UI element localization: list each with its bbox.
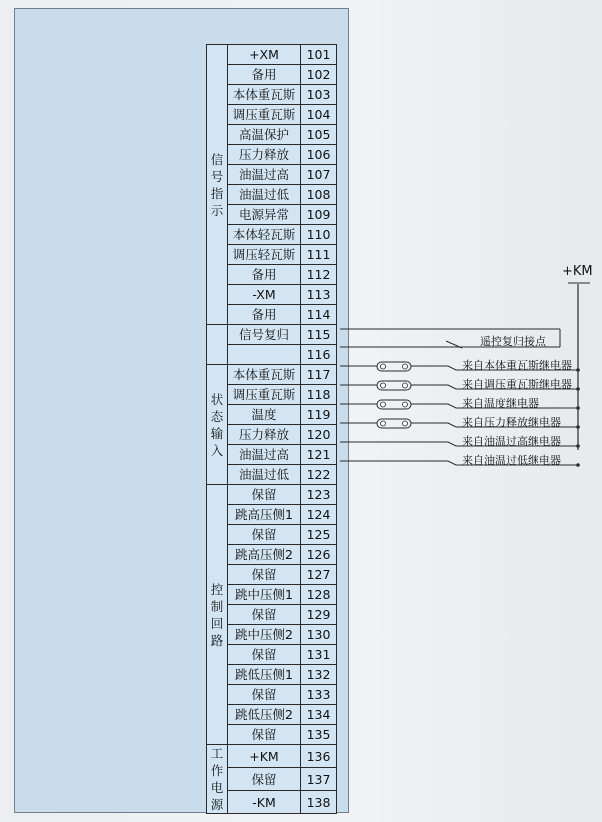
terminal-number: 117 [301,365,337,385]
terminal-number: 134 [301,705,337,725]
terminal-label: +XM [228,45,301,65]
terminal-number: 138 [301,791,337,814]
junction-dot [576,368,580,372]
terminal-number: 127 [301,565,337,585]
terminal-number: 122 [301,465,337,485]
junction-dot [576,406,580,410]
terminal-label: 信号复归 [228,325,301,345]
terminal-label: 保留 [228,645,301,665]
terminal-label: 油温过高 [228,165,301,185]
terminal-number: 131 [301,645,337,665]
group-label: 信 号 指 示 [207,45,228,325]
terminal-label: 保留 [228,565,301,585]
terminal-label: 调压轻瓦斯 [228,245,301,265]
junction-dot [576,463,580,467]
group-label: 状 态 输 入 [207,365,228,485]
terminal-label: -KM [228,791,301,814]
relay-label: 来自压力释放继电器 [462,416,561,429]
terminal-number: 102 [301,65,337,85]
terminal-number: 108 [301,185,337,205]
terminal-label: 备用 [228,305,301,325]
terminal-label: 保留 [228,685,301,705]
terminal-number: 106 [301,145,337,165]
terminal-number: 109 [301,205,337,225]
terminal-number: 123 [301,485,337,505]
terminal-number: 115 [301,325,337,345]
terminal-number: 119 [301,405,337,425]
terminal-label: 跳中压侧1 [228,585,301,605]
terminal-label: 油温过低 [228,465,301,485]
junction-dot [576,444,580,448]
relay-label: 来自温度继电器 [462,397,539,410]
terminal-label: 保留 [228,768,301,791]
km-label: +KM [562,264,593,279]
terminal-number: 130 [301,625,337,645]
junction-dot [576,425,580,429]
terminal-number: 105 [301,125,337,145]
terminal-number: 129 [301,605,337,625]
relay-label: 来自本体重瓦斯继电器 [462,359,572,372]
terminal-label: 压力释放 [228,145,301,165]
terminal-label: 电源异常 [228,205,301,225]
relay-label: 来自油温过低继电器 [462,454,561,467]
terminal-number: 124 [301,505,337,525]
terminal-number: 132 [301,665,337,685]
terminal-label: 压力释放 [228,425,301,445]
terminal-label: 跳低压侧2 [228,705,301,725]
terminal-number: 113 [301,285,337,305]
terminal-label: 跳高压侧2 [228,545,301,565]
terminal-label: 温度 [228,405,301,425]
terminal-number: 136 [301,745,337,768]
terminal-label: 保留 [228,485,301,505]
terminal-number: 137 [301,768,337,791]
relay-label: 来自调压重瓦斯继电器 [462,378,572,391]
terminal-label: 保留 [228,525,301,545]
terminal-number: 104 [301,105,337,125]
terminal-label: 油温过高 [228,445,301,465]
terminal-number: 111 [301,245,337,265]
terminal-label: 跳中压侧2 [228,625,301,645]
terminal-label: 跳低压侧1 [228,665,301,685]
terminal-label: 本体重瓦斯 [228,85,301,105]
terminal-label: 备用 [228,65,301,85]
terminal-number: 126 [301,545,337,565]
terminal-label: 调压重瓦斯 [228,385,301,405]
terminal-label: 备用 [228,265,301,285]
terminal-label: -XM [228,285,301,305]
terminal-number: 118 [301,385,337,405]
group-label: 工 作 电 源 [207,745,228,814]
terminal-label: 保留 [228,605,301,625]
terminal-number: 125 [301,525,337,545]
terminal-number: 110 [301,225,337,245]
terminal-number: 107 [301,165,337,185]
terminal-number: 128 [301,585,337,605]
junction-dot [576,387,580,391]
terminal-label: 保留 [228,725,301,745]
terminal-label: 调压重瓦斯 [228,105,301,125]
terminal-number: 114 [301,305,337,325]
group-label: 控 制 回 路 [207,485,228,745]
terminal-number: 103 [301,85,337,105]
terminal-label: +KM [228,745,301,768]
terminal-number: 133 [301,685,337,705]
terminal-label: 本体重瓦斯 [228,365,301,385]
terminal-label: 跳高压侧1 [228,505,301,525]
terminal-number: 112 [301,265,337,285]
relay-label: 来自油温过高继电器 [462,435,561,448]
terminal-number: 121 [301,445,337,465]
terminal-number: 116 [301,345,337,365]
reset-contact-label: 遥控复归接点 [480,335,546,348]
link-plates [377,362,411,428]
terminal-number: 135 [301,725,337,745]
terminal-label: 高温保护 [228,125,301,145]
terminal-number: 120 [301,425,337,445]
terminal-label: 油温过低 [228,185,301,205]
terminal-label: 本体轻瓦斯 [228,225,301,245]
terminal-number: 101 [301,45,337,65]
